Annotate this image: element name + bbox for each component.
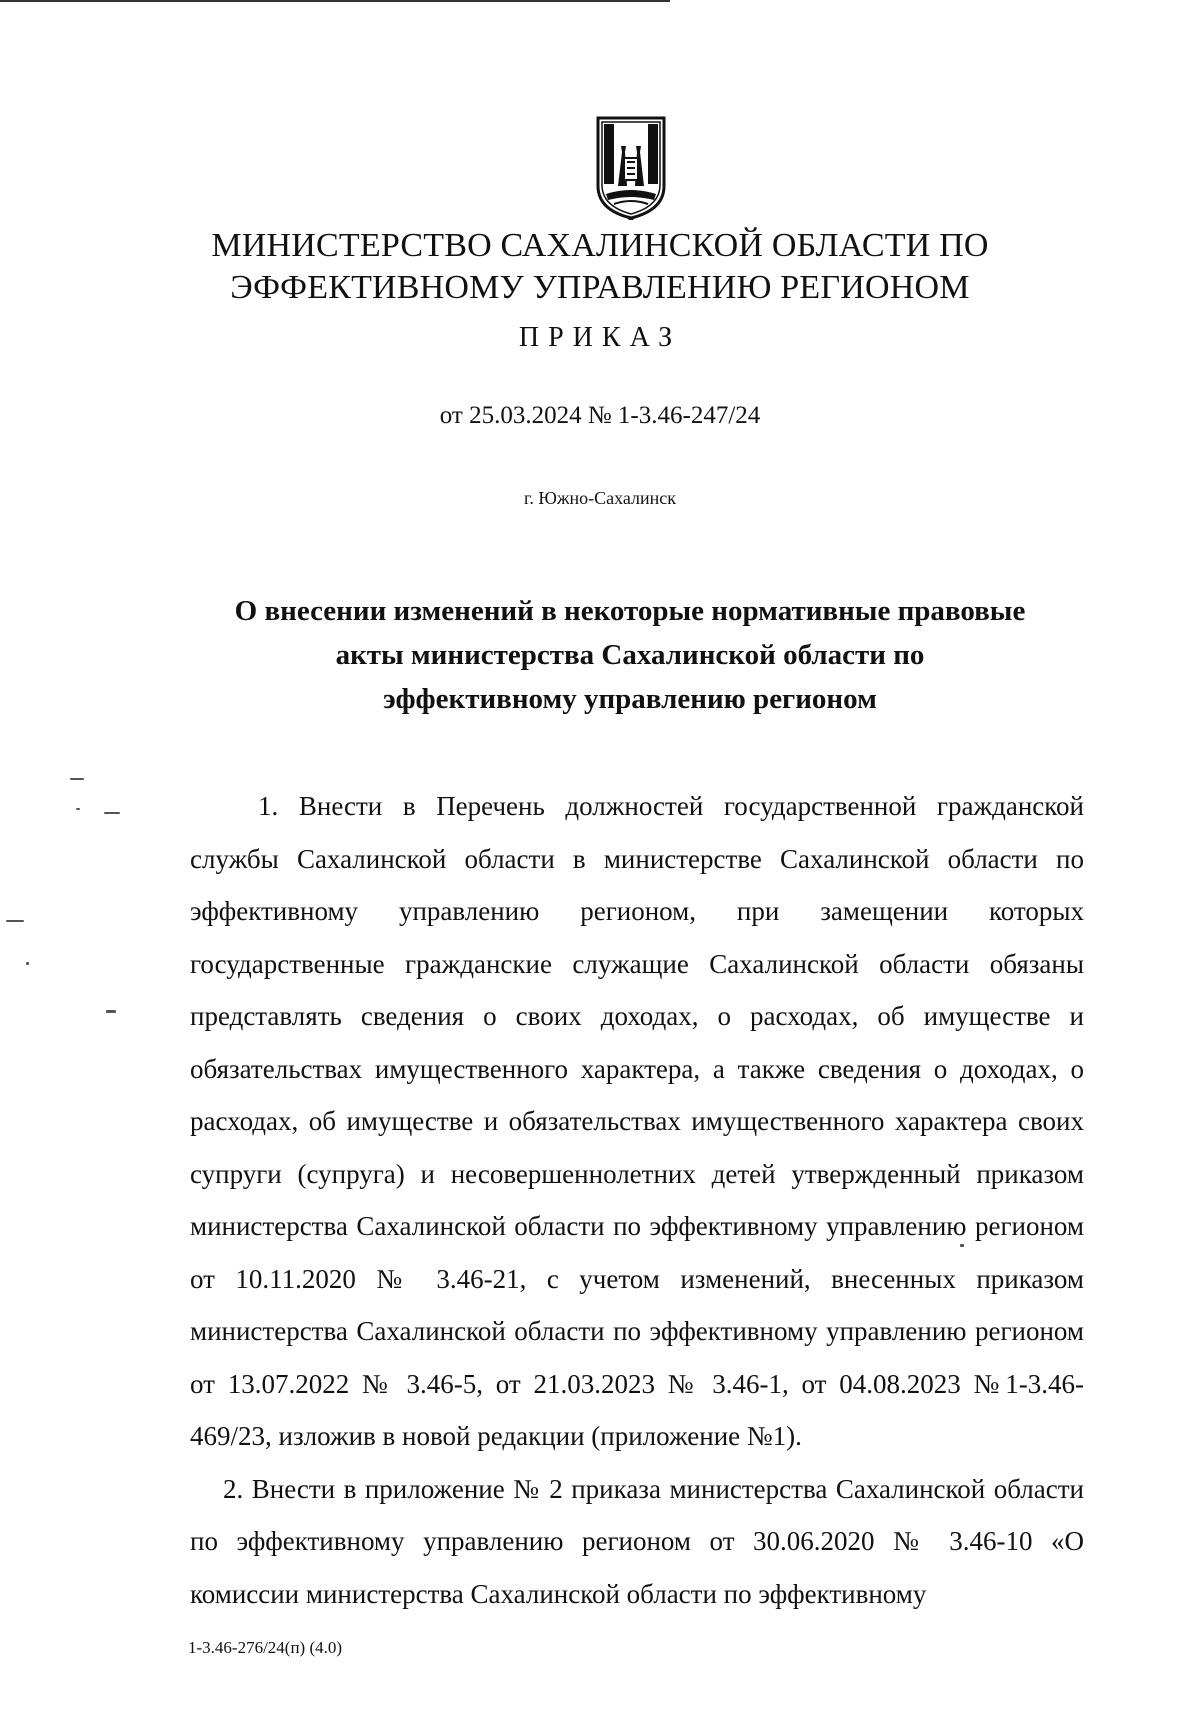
document-title-line2: акты министерства Сахалинской области по [335,639,925,671]
document-title [180,589,1080,721]
ministry-name-line2: ЭФФЕКТИВНОМУ УПРАВЛЕНИЮ РЕГИОНОМ [230,269,970,306]
order-heading: ПРИКАЗ [518,322,682,353]
ministry-name [0,225,1200,309]
scan-speck [6,920,24,922]
document-code: 1-3.46-276/24(п) (4.0) [188,1638,343,1657]
order-date-number: от 25.03.2024 № 1-3.46-247/24 [439,402,761,429]
scan-speck [106,1010,116,1013]
coat-of-arms-emblem [592,114,670,220]
scan-speck [76,808,80,810]
paragraph-1: 1. Внести в Перечень должностей государственной гражданской службы Сахалинской области в министерстве Сахалинской области по эффективному управлению регионом, при замещении которых государственные гражданские служащие Сахалинской области обязаны представлять сведения о своих доходах, о расходах, об имуществе и обязательствах имущественного характера, а также сведения о доходах, о расходах, об имуществе и обязательствах имущественного характера своих супруги (супруга) и несовершеннолетних детей утвержденный приказом министерства Сахалинской области по эффективному управлению регионом от 10.11.2020 № 3.46-21, с учетом изменений, внесенных приказом министерства Сахалинской области по эффективному управлению регионом от 13.07.2022 № 3.46-5, от 21.03.2023 № 3.46-1, от 04.08.2023 №1-3.46-469/23, изложив в новой редакции (приложение №1). [190,791,1084,1451]
scan-border-line [0,0,670,2]
city-name: г. Южно-Сахалинск [523,488,677,508]
ministry-name-line1: МИНИСТЕРСТВО САХАЛИНСКОЙ ОБЛАСТИ ПО [211,227,989,264]
document-title-line3: эффективному управлению регионом [383,683,877,715]
document-body [190,780,1084,1620]
document-title-line1: О внесении изменений в некоторые нормативные правовые [234,595,1026,627]
scan-speck [26,962,29,965]
paragraph-2: 2. Внести в приложение № 2 приказа министерства Сахалинской области по эффективному управлению регионом от 30.06.2020 № 3.46-10 «О комиссии министерства Сахалинской области по эффективному [190,1473,1084,1609]
scan-speck [960,1244,964,1247]
scan-speck [70,778,84,780]
scan-speck [104,812,120,814]
